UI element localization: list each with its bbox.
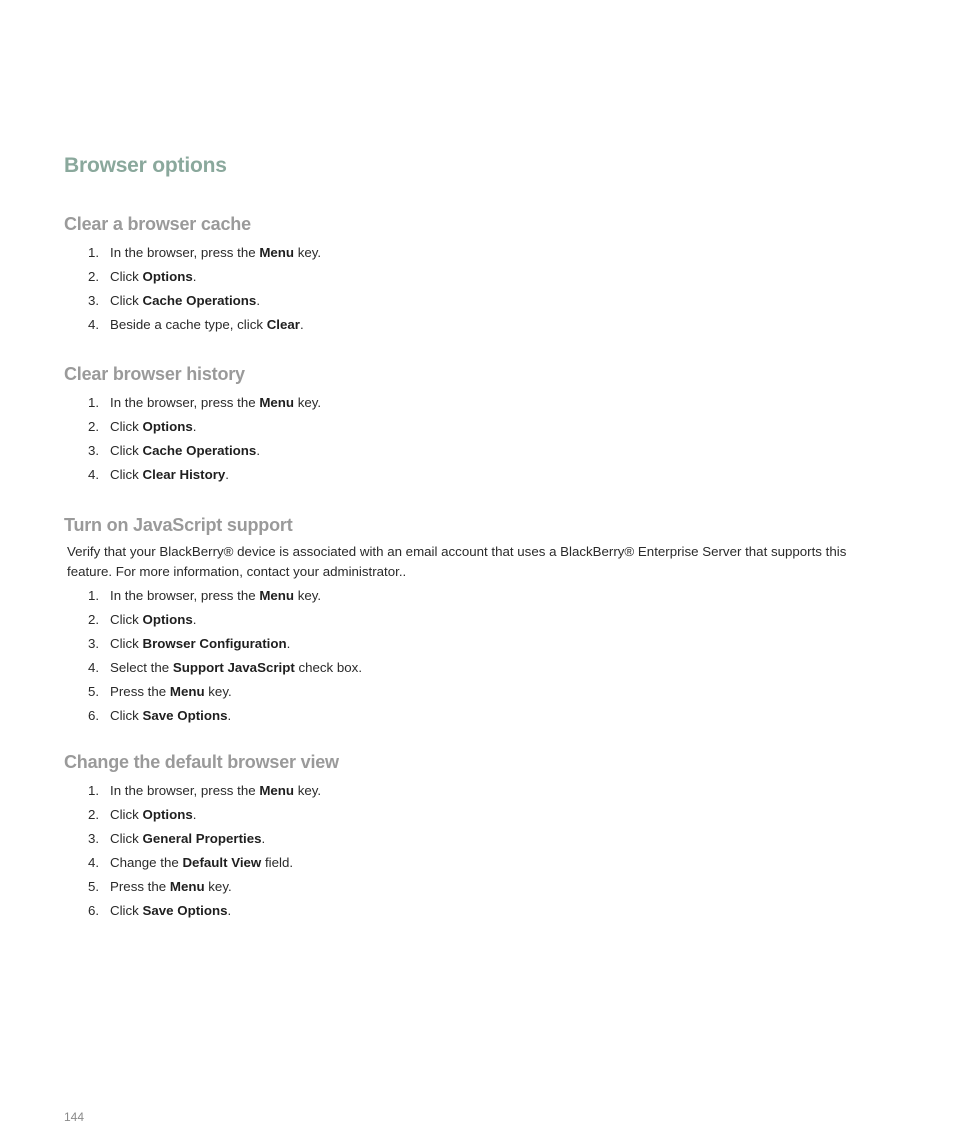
- step-item: [64, 415, 904, 439]
- section-heading: Change the default browser view: [64, 752, 339, 772]
- step-number: 3.: [88, 293, 100, 308]
- ui-term: Menu: [169, 684, 205, 699]
- step-text: Click Cache Operations.: [110, 443, 261, 458]
- step-number: 6.: [88, 708, 100, 723]
- step-list: [64, 779, 904, 923]
- step-number: 1.: [88, 395, 100, 410]
- step-text: Change the Default View field.: [110, 855, 294, 870]
- step-list: [64, 584, 904, 728]
- ui-term: Options: [142, 807, 193, 822]
- section-heading: Turn on JavaScript support: [64, 515, 293, 535]
- ui-term: Clear: [266, 317, 300, 332]
- ui-term: Options: [142, 612, 193, 627]
- page-title: Browser options: [64, 154, 227, 177]
- section-turn-on-javascript-support: [64, 512, 904, 728]
- ui-term: Default View: [182, 855, 262, 870]
- step-text: Click Options.: [110, 807, 197, 822]
- ui-term: General Properties: [142, 831, 262, 846]
- step-item: [64, 289, 904, 313]
- step-text: Click Save Options.: [110, 708, 232, 723]
- section-heading: Clear a browser cache: [64, 214, 251, 234]
- step-text: Press the Menu key.: [110, 684, 232, 699]
- step-item: [64, 241, 904, 265]
- ui-term: Menu: [259, 245, 295, 260]
- ui-term: Cache Operations: [142, 293, 257, 308]
- ui-term: Clear History: [142, 467, 226, 482]
- step-text: Click General Properties.: [110, 831, 266, 846]
- step-text: In the browser, press the Menu key.: [110, 588, 322, 603]
- step-item: [64, 851, 904, 875]
- step-text: Click Save Options.: [110, 903, 232, 918]
- ui-term: Save Options: [142, 903, 228, 918]
- step-number: 4.: [88, 855, 100, 870]
- step-number: 4.: [88, 317, 100, 332]
- step-text: In the browser, press the Menu key.: [110, 395, 322, 410]
- step-item: [64, 779, 904, 803]
- ui-term: Options: [142, 269, 193, 284]
- step-number: 4.: [88, 660, 100, 675]
- ui-term: Cache Operations: [142, 443, 257, 458]
- step-number: 3.: [88, 443, 100, 458]
- step-text: In the browser, press the Menu key.: [110, 245, 322, 260]
- step-item: [64, 313, 904, 337]
- step-number: 2.: [88, 807, 100, 822]
- step-item: [64, 803, 904, 827]
- step-item: [64, 632, 904, 656]
- step-text: Click Options.: [110, 612, 197, 627]
- section-clear-browser-history: [64, 361, 904, 487]
- step-text: Select the Support JavaScript check box.: [110, 660, 363, 675]
- step-number: 4.: [88, 467, 100, 482]
- step-text: Click Cache Operations.: [110, 293, 261, 308]
- step-item: [64, 827, 904, 851]
- step-item: [64, 656, 904, 680]
- step-number: 3.: [88, 831, 100, 846]
- section-intro: Verify that your BlackBerry® device is associated with an email account that uses a BlackBerry® Enterprise Server that supports this feature. For more information, contact your administrator..: [67, 544, 847, 579]
- step-item: [64, 875, 904, 899]
- step-text: Press the Menu key.: [110, 879, 232, 894]
- step-number: 1.: [88, 588, 100, 603]
- step-item: [64, 584, 904, 608]
- ui-term: Save Options: [142, 708, 228, 723]
- ui-term: Options: [142, 419, 193, 434]
- section-heading: Clear browser history: [64, 364, 245, 384]
- page-number: 144: [64, 1110, 85, 1124]
- step-number: 6.: [88, 903, 100, 918]
- step-item: [64, 680, 904, 704]
- step-text: Click Options.: [110, 269, 197, 284]
- step-item: [64, 265, 904, 289]
- section-clear-browser-cache: [64, 211, 904, 337]
- ui-term: Browser Configuration: [142, 636, 287, 651]
- step-item: [64, 463, 904, 487]
- step-number: 1.: [88, 245, 100, 260]
- step-text: Click Clear History.: [110, 467, 229, 482]
- step-item: [64, 439, 904, 463]
- step-number: 2.: [88, 269, 100, 284]
- step-item: [64, 391, 904, 415]
- step-number: 3.: [88, 636, 100, 651]
- ui-term: Menu: [259, 783, 295, 798]
- step-number: 2.: [88, 612, 100, 627]
- step-number: 1.: [88, 783, 100, 798]
- ui-term: Support JavaScript: [172, 660, 295, 675]
- step-number: 5.: [88, 879, 100, 894]
- step-number: 2.: [88, 419, 100, 434]
- ui-term: Menu: [259, 588, 295, 603]
- step-text: Click Browser Configuration.: [110, 636, 291, 651]
- ui-term: Menu: [259, 395, 295, 410]
- ui-term: Menu: [169, 879, 205, 894]
- step-text: Beside a cache type, click Clear.: [110, 317, 304, 332]
- section-change-default-browser-view: [64, 749, 904, 923]
- step-item: [64, 899, 904, 923]
- step-item: [64, 608, 904, 632]
- step-list: [64, 391, 904, 487]
- step-item: [64, 704, 904, 728]
- step-list: [64, 241, 904, 337]
- step-number: 5.: [88, 684, 100, 699]
- step-text: In the browser, press the Menu key.: [110, 783, 322, 798]
- step-text: Click Options.: [110, 419, 197, 434]
